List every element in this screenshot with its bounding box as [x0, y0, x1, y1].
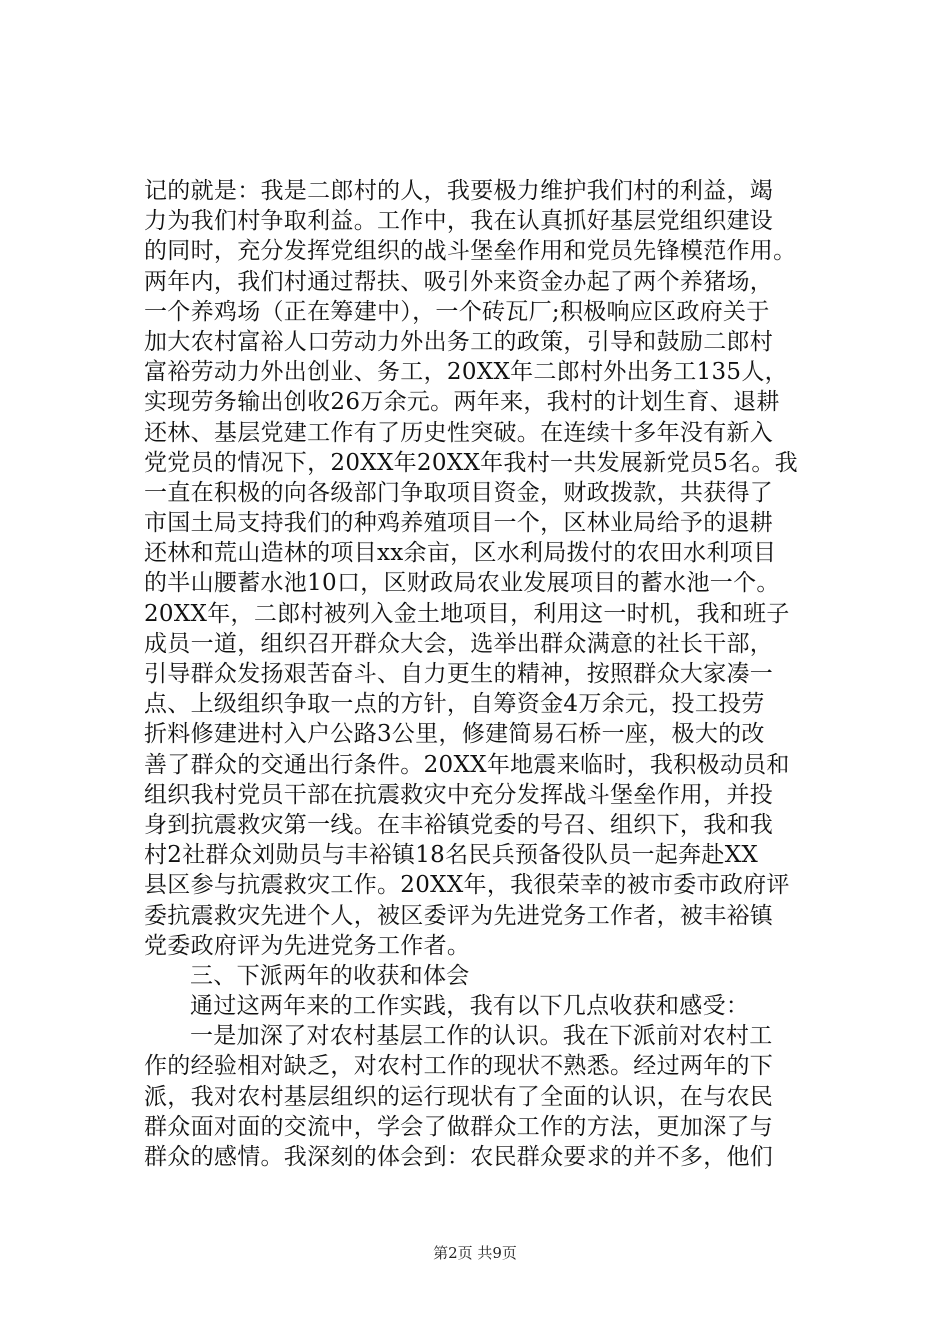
text-line: 引导群众发扬艰苦奋斗、自力更生的精神，按照群众大家凑一 [144, 661, 774, 687]
text-line: 的同时，充分发挥党组织的战斗堡垒作用和党员先锋模范作用。 [144, 238, 797, 265]
text-line: 委抗震救灾先进个人，被区委评为先进党务工作者，被丰裕镇 [144, 902, 774, 929]
text-line: 还林和荒山造林的项目xx余亩，区水利局拨付的农田水利项目 [144, 540, 777, 567]
text-line: 市国土局支持我们的种鸡养殖项目一个，区林业局给予的退耕 [144, 510, 774, 537]
text-line: 实现劳务输出创收26万余元。两年来，我村的计划生育、退耕 [144, 389, 780, 416]
text-line: 力为我们村争取利益。工作中，我在认真抓好基层党组织建设 [144, 208, 774, 235]
text-line: 折料修建进村入户公路3公里，修建简易石桥一座，极大的改 [144, 721, 765, 748]
text-line: 点、上级组织争取一点的方针，自筹资金4万余元，投工投劳 [144, 691, 765, 718]
text-line: 组织我村党员干部在抗震救灾中充分发挥战斗堡垒作用，并投 [144, 781, 774, 808]
text-line: 群众面对面的交流中，学会了做群众工作的方法，更加深了与 [144, 1113, 774, 1140]
text-line: 两年内，我们村通过帮扶、吸引外来资金办起了两个养猪场， [144, 268, 774, 295]
text-line: 通过这两年来的工作实践，我有以下几点收获和感受： [190, 993, 750, 1020]
text-line: 党党员的情况下，20XX年20XX年我村一共发展新党员5名。我 [144, 449, 798, 476]
text-line: 成员一道，组织召开群众大会，选举出群众满意的社长干部， [144, 630, 774, 657]
text-line: 村2社群众刘勋员与丰裕镇18名民兵预备役队员一起奔赴XX [144, 842, 759, 869]
text-line: 记的就是：我是二郎村的人，我要极力维护我们村的利益，竭 [144, 178, 774, 204]
text-line: 富裕劳动力外出创业、务工，20XX年二郎村外出务工135人， [144, 359, 788, 386]
document-body [144, 176, 834, 1172]
text-line: 群众的感情。我深刻的体会到：农民群众要求的并不多，他们 [144, 1144, 774, 1170]
text-line: 身到抗震救灾第一线。在丰裕镇党委的号召、组织下，我和我 [144, 811, 774, 838]
text-line: 县区参与抗震救灾工作。20XX年，我很荣幸的被市委市政府评 [144, 872, 790, 899]
text-line: 一直在积极的向各级部门争取项目资金，财政拨款，共获得了 [144, 479, 774, 506]
text-line: 的半山腰蓄水池10口，区财政局农业发展项目的蓄水池一个。 [144, 570, 780, 597]
text-line: 作的经验相对缺乏，对农村工作的现状不熟悉。经过两年的下 [144, 1053, 774, 1080]
text-line: 一个养鸡场（正在筹建中），一个砖瓦厂;积极响应区政府关于 [144, 298, 770, 325]
page-footer: 第2页 共9页 [433, 1244, 517, 1262]
text-line: 加大农村富裕人口劳动力外出务工的政策，引导和鼓励二郎村 [144, 328, 774, 355]
text-line: 善了群众的交通出行条件。20XX年地震来临时，我积极动员和 [144, 751, 790, 778]
text-line: 一是加深了对农村基层工作的认识。我在下派前对农村工 [190, 1023, 773, 1050]
text-line: 派，我对农村基层组织的运行现状有了全面的认识，在与农民 [144, 1083, 774, 1110]
text-line: 还林、基层党建工作有了历史性突破。在连续十多年没有新入 [144, 419, 774, 446]
text-line: 三、下派两年的收获和体会 [190, 962, 470, 989]
text-line: 20XX年，二郎村被列入金土地项目，利用这一时机，我和班子 [144, 600, 790, 627]
text-line: 党委政府评为先进党务工作者。 [144, 932, 471, 959]
